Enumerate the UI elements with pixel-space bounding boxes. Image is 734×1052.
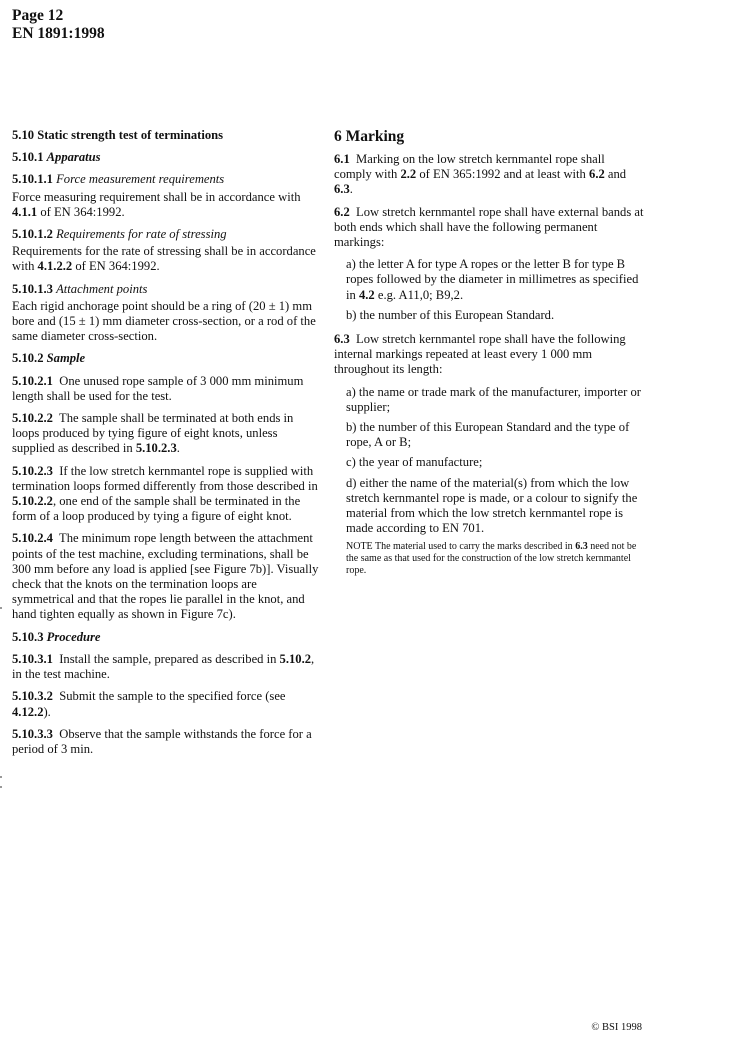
paragraph-text: Low stretch kernmantel rope shall have external bands at both ends which shall have the following permanent markings: <box>334 204 644 250</box>
list-item <box>334 257 644 303</box>
section-5-10-2-1 <box>12 374 320 404</box>
section-5-10-3-1 <box>12 652 320 682</box>
text-fragment: Requirements for the rate of stressing shall be in accordance with <box>12 244 316 274</box>
text-fragment: . <box>176 441 180 456</box>
section-6-2 <box>334 205 644 251</box>
text-fragment: Install the sample, prepared as described in <box>59 651 280 666</box>
clause-reference: 6.3 <box>575 541 588 553</box>
section-5-10-1-2-text <box>12 244 320 274</box>
margin-mark <box>0 786 2 788</box>
clause-reference: 5.10.2.2 <box>12 494 53 509</box>
clause-reference: 6.2 <box>589 167 605 182</box>
section-5-10-1-3-text: Each rigid anchorage point should be a ring of (20 ± 1) mm bore and (15 ± 1) mm diameter cross-section, or a rod of the same diameter cross-section. <box>12 298 316 344</box>
paragraph-text: The minimum rope length between the attachment points of the test machine, excluding terminations, shall be 300 mm before any load is applied [see Figure 7b)]. Visually check that the knots on the termination loops are symmetrical and that the ropes lie parallel in the knot, and hand tighten equally as shown in Figure 7c). <box>12 531 319 622</box>
section-5-10-heading: 5.10 Static strength test of terminations <box>12 128 224 142</box>
section-number: 5.10.1.1 <box>12 172 53 187</box>
clause-reference: 2.2 <box>400 167 417 182</box>
section-number: 5.10.3.2 <box>12 689 53 704</box>
section-5-10-2-4 <box>12 531 320 622</box>
section-title: Attachment points <box>56 281 148 296</box>
section-title: Apparatus <box>46 150 101 165</box>
section-5-10-3-heading <box>12 630 320 645</box>
text-fragment: ). <box>43 704 51 719</box>
section-number: 5.10.1.2 <box>12 227 53 242</box>
section-title: Force measurement requirements <box>56 172 225 187</box>
section-number: 6.3 <box>334 332 350 347</box>
clause-reference: 4.1.2.2 <box>37 259 73 274</box>
page-number: Page 12 <box>12 7 64 24</box>
text-fragment: NOTE The material used to carry the marks described in <box>346 541 576 553</box>
text-fragment: . <box>349 182 353 197</box>
text-fragment: of EN 365:1992 and at least with <box>416 167 590 182</box>
section-number: 5.10.2.1 <box>12 373 53 388</box>
section-5-10-2-3 <box>12 464 320 525</box>
text-fragment: of EN 364:1992. <box>72 259 160 274</box>
text-fragment: , one end of the sample shall be terminated in the form of a loop produced by tying a figure of eight knot. <box>12 494 301 524</box>
standard-number: EN 1891:1998 <box>12 25 105 42</box>
text-fragment: a) the letter A for type A ropes or the letter B for type B ropes followed by the diameter in millimetres as specified in <box>346 257 639 302</box>
margin-mark <box>0 776 2 778</box>
text-fragment: Submit the sample to the specified force (see <box>59 689 286 704</box>
section-5-10-2-2 <box>12 411 320 457</box>
section-5-10-1-1-heading <box>12 172 320 187</box>
text-fragment: The sample shall be terminated at both ends in loops produced by tying figure of eight knots, unless supplied as described in <box>12 411 294 456</box>
page-header <box>12 7 105 43</box>
list-item: b) the number of this European Standard. <box>346 307 555 322</box>
section-6-heading: 6 Marking <box>334 128 405 145</box>
section-5-10-1-1-text <box>12 190 320 220</box>
section-5-10-1-heading <box>12 150 320 165</box>
clause-reference: 4.2 <box>358 287 375 302</box>
paragraph-text: One unused rope sample of 3 000 mm minimum length shall be used for the test. <box>12 373 304 403</box>
right-column <box>334 128 644 584</box>
clause-reference: 5.10.2.3 <box>135 441 177 456</box>
text-fragment: e.g. A11,0; B9,2. <box>374 287 464 302</box>
margin-mark <box>0 607 2 609</box>
section-5-10-3-2 <box>12 689 320 719</box>
text-fragment: and <box>604 167 627 182</box>
left-column <box>12 128 320 764</box>
section-number: 5.10.3.1 <box>12 651 53 666</box>
list-item: c) the year of manufacture; <box>346 455 483 470</box>
section-number: 5.10.1 <box>12 150 44 165</box>
section-title: Sample <box>46 351 86 366</box>
section-6-3 <box>334 332 644 378</box>
text-fragment: , in the test machine. <box>12 651 315 682</box>
section-number: 6.2 <box>334 204 350 219</box>
clause-reference: 4.1.1 <box>12 204 38 219</box>
paragraph-text: Low stretch kernmantel rope shall have the following internal markings repeated at least every 1 000 mm throughout its length: <box>334 332 626 377</box>
paragraph-text: Observe that the sample withstands the force for a period of 3 min. <box>12 726 312 756</box>
text-fragment: Marking on the low stretch kernmantel rope shall comply with <box>334 152 605 182</box>
section-number: 5.10.2 <box>12 351 44 366</box>
text-fragment: need not be the same as that used for the construction of the low stretch kernmantel rope. <box>346 541 637 577</box>
note <box>334 541 644 577</box>
text-fragment: Force measuring requirement shall be in accordance with <box>12 189 301 204</box>
section-number: 5.10.1.3 <box>12 281 53 296</box>
section-5-10-3-3 <box>12 727 320 757</box>
section-number: 6.1 <box>334 152 350 166</box>
list-item: a) the name or trade mark of the manufacturer, importer or supplier; <box>346 384 641 414</box>
section-number: 5.10.2.3 <box>12 463 53 478</box>
clause-reference: 5.10.2 <box>279 651 312 666</box>
list-item: b) the number of this European Standard and the type of rope, A or B; <box>346 420 630 450</box>
section-5-10-1-2-heading <box>12 227 320 242</box>
list-item: d) either the name of the material(s) from which the low stretch kernmantel rope is made, or a colour to signify the material from which the low stretch kernmantel rope is made according to EN 701. <box>346 475 638 536</box>
clause-reference: 6.3 <box>334 182 350 197</box>
section-number: 5.10.2.2 <box>12 411 53 426</box>
section-number: 5.10.2.4 <box>12 531 53 546</box>
section-number: 5.10.3 <box>12 629 44 644</box>
copyright-footer: © BSI 1998 <box>591 1022 642 1033</box>
section-5-10-1-3-heading <box>12 282 320 297</box>
text-fragment: of EN 364:1992. <box>37 204 125 219</box>
clause-reference: 4.12.2 <box>12 704 44 719</box>
section-title: Procedure <box>46 629 101 644</box>
section-title: Requirements for rate of stressing <box>56 227 227 242</box>
section-5-10-2-heading <box>12 351 320 366</box>
text-fragment: If the low stretch kernmantel rope is supplied with termination loops formed differently from those described in <box>12 463 318 493</box>
section-6-1 <box>334 152 644 198</box>
section-number: 5.10.3.3 <box>12 726 53 741</box>
